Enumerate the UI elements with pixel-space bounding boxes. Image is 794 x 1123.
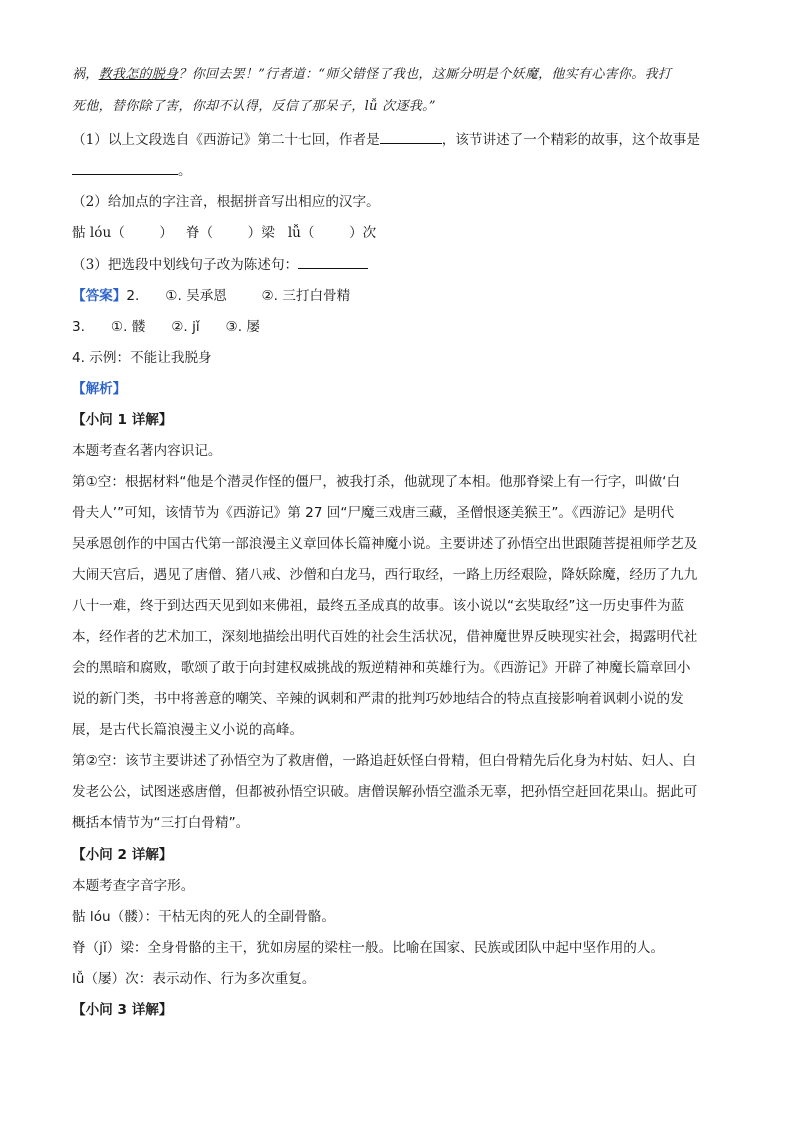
question-3-text: （3）把选段中划线句子改为陈述句： [72,257,299,273]
answer-blank [380,130,442,144]
sub1-p2-line: 发老公公，试图迷惑唐僧，但都被孙悟空识破。唐僧误解孙悟空滥杀无辜，把孙悟空赶回花果山。据此可 [72,784,698,800]
passage-line-2: 死他，替你除了害，你却不认得，反信了那呆子，lǚ 次逐我。” [72,99,436,114]
sub1-p1-line: 本，经作者的艺术加工，深刻地描绘出明代百姓的社会生活状况，借神魔世界反映现实社会，揭露明代社 [72,629,698,645]
answer-text: 2. ①. 吴承恩 ②. 三打白骨精 [126,288,351,304]
answer-blank [72,161,178,175]
question-3 [72,255,732,274]
sub1-p1-line: 展，是古代长篇浪漫主义小说的高峰。 [72,722,304,738]
sub1-title: 【小问 1 详解】 [72,412,173,428]
passage-text: 祸， [72,67,99,82]
question-1 [72,130,732,149]
underlined-sentence: 教我怎的脱身 [98,67,179,82]
sub1-intro: 本题考查名著内容识记。 [72,443,222,459]
question-2-items: 骷 lóu（ ） 脊（ ）梁 lǚ（ ）次 [72,225,377,241]
sub1-p1-line: 骨夫人’”可知，该情节为《西游记》第 27 回“尸魔三戏唐三藏，圣僧恨逐美猴王”。《西游记》是明代 [72,505,674,521]
answer-row-1 [72,287,732,305]
answer-blank [298,255,368,269]
question-1-text: （1）以上文段选自《西游记》第二十七回，作者是 [72,132,380,148]
sub2-item: lǚ（屡）次：表示动作、行为多次重复。 [72,971,316,987]
sub2-title: 【小问 2 详解】 [72,847,173,863]
sub1-p1-line: 八十一难，终于到达西天见到如来佛祖，最终五圣成真的故事。该小说以“玄奘取经”这一历史事件为蓝 [72,598,685,614]
passage-text: ？你回去罢！”行者道：“师父错怪了我也，这厮分明是个妖魔，他实有心害你。我打 [178,67,672,82]
sub1-p1-line: 第①空：根据材料“他是个潜灵作怪的僵尸，被我打杀，他就现了本相。他那脊梁上有一行字，叫做‘白 [72,474,681,490]
question-1-cont [72,161,732,180]
question-1-text: ，该节讲述了一个精彩的故事，这个故事是 [441,132,700,148]
sub1-p1-line: 说的新门类，书中将善意的嘲笑、辛辣的讽刺和严肃的批判巧妙地结合的特点直接影响着讽刺小说的发 [72,691,684,707]
answer-label: 【答案】 [72,288,127,304]
sub2-item: 骷 lóu（髅）：干枯无肉的死人的全副骨骼。 [72,909,335,925]
sub1-p1-line: 大闹天宫后，遇见了唐僧、猪八戒、沙僧和白龙马，西行取经，一路上历经艰险，降妖除魔，经历了九九 [72,567,698,583]
question-1-text: 。 [178,163,192,179]
answer-row-2: 3. ①. 髅 ②. jǐ ③. 屡 [72,319,260,335]
sub2-intro: 本题考查字音字形。 [72,878,195,894]
sub1-p2-line: 概括本情节为“三打白骨精”。 [72,815,250,831]
answer-row-3: 4. 示例：不能让我脱身 [72,350,212,366]
question-2: （2）给加点的字注音，根据拼音写出相应的汉字。 [72,194,380,210]
sub1-p2-line: 第②空：该节主要讲述了孙悟空为了救唐僧，一路追赶妖怪白骨精，但白骨精先后化身为村姑、妇人、白 [72,753,696,769]
sub1-p1-line: 会的黑暗和腐败，歌颂了敢于向封建权威挑战的叛逆精神和英雄行为。《西游记》开辟了神魔长篇章回小 [72,660,691,676]
sub2-item: 脊（jǐ）梁：全身骨骼的主干，犹如房屋的梁柱一般。比喻在国家、民族或团队中起中坚作用的人。 [72,940,665,956]
sub1-p1-line: 吴承恩创作的中国古代第一部浪漫主义章回体长篇神魔小说。主要讲述了孙悟空出世跟随菩提祖师学艺及 [72,536,698,552]
analysis-label: 【解析】 [72,381,127,397]
passage-line-1 [72,66,732,84]
sub3-title: 【小问 3 详解】 [72,1002,173,1018]
